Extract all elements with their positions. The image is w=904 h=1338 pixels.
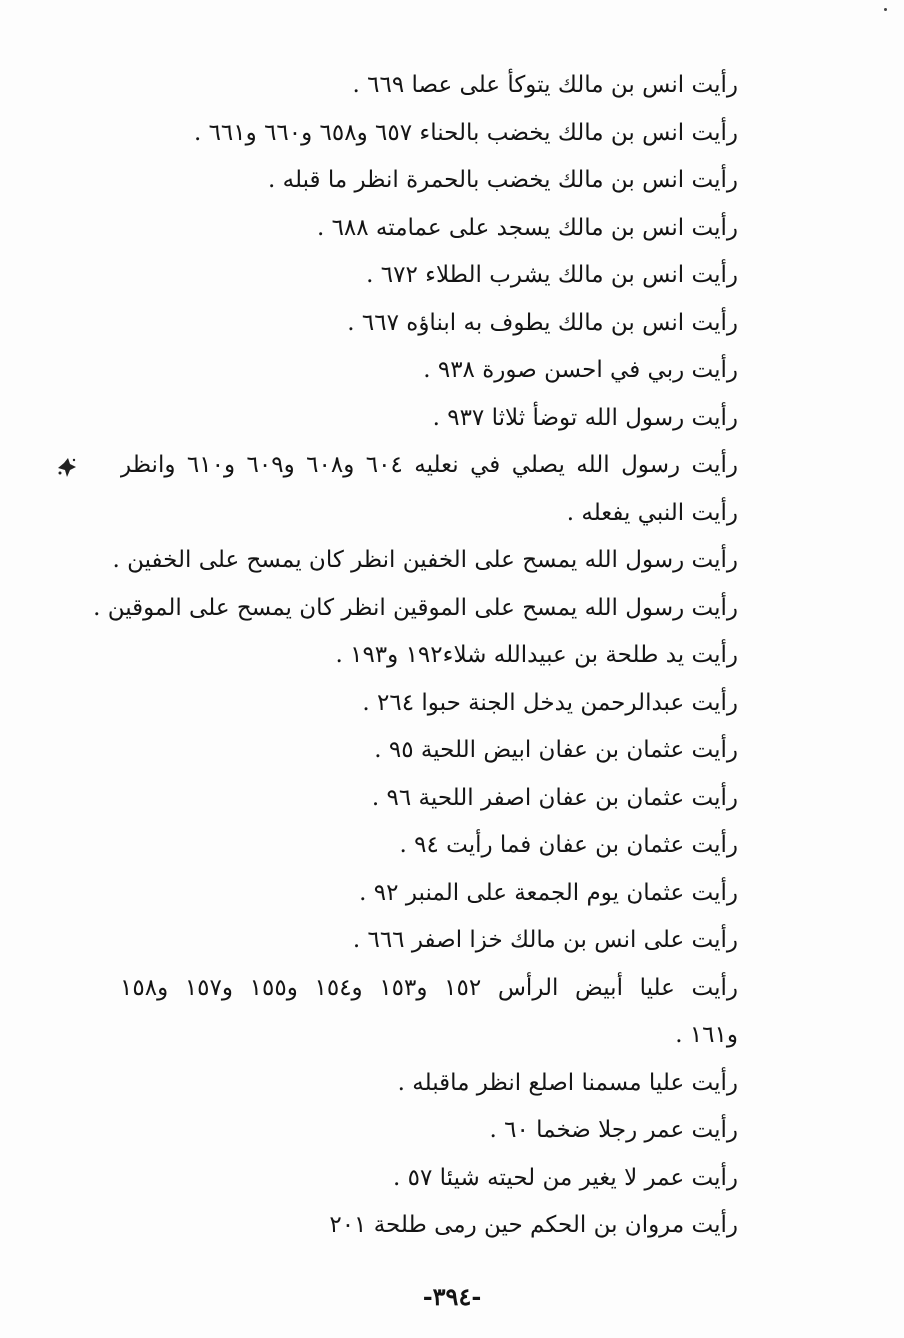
- entry-line: رأيت عبدالرحمن يدخل الجنة حبوا ٢٦٤ .: [362, 689, 738, 716]
- entry-line: رأيت يد طلحة بن عبيدالله شلاء١٩٢ و١٩٣ .: [335, 642, 738, 668]
- entry-line: و١٦١ .: [675, 1022, 738, 1048]
- entry-line: رأيت انس بن مالك يخضب بالحناء ٦٥٧ و٦٥٨ و٦٦٠ و٦٦١ .: [193, 119, 738, 146]
- entry-line: رأيت رسول الله يمسح على الخفين انظر كان يمسح على الخفين .: [112, 547, 738, 573]
- entry-line: رأيت النبي يفعله .: [566, 499, 738, 526]
- scan-speck: [884, 8, 887, 11]
- entry-line: رأيت انس بن مالك يسجد على عمامته ٦٨٨ .: [316, 214, 738, 241]
- entry-line: رأيت عمر لا يغير من لحيته شيئا ٥٧ .: [392, 1164, 738, 1191]
- entry-line: رأيت عثمان بن عفان ابيض اللحية ٩٥ .: [374, 737, 738, 763]
- entry-line: رأيت رسول الله توضأ ثلاثا ٩٣٧ .: [432, 404, 738, 431]
- entry-line: رأيت رسول الله يصلي في نعليه ٦٠٤ و٦٠٨ و٦٠٩ و٦١٠ وانظر: [120, 452, 738, 478]
- entry-line: رأيت انس بن مالك يتوكأ على عصا ٦٦٩ .: [352, 72, 738, 98]
- entry-line: رأيت رسول الله يمسح على الموقين انظر كان يمسح على الموقين .: [93, 594, 738, 621]
- entry-line: رأيت عمر رجلا ضخما ٦٠ .: [489, 1117, 738, 1143]
- entry-line: رأيت انس بن مالك يطوف به ابناؤه ٦٦٧ .: [347, 309, 738, 336]
- entry-line: رأيت عثمان بن عفان اصفر اللحية ٩٦ .: [371, 784, 738, 811]
- entry-line: رأيت ربي في احسن صورة ٩٣٨ .: [423, 357, 738, 383]
- entry-line: رأيت انس بن مالك يخضب بالحمرة انظر ما قبله .: [268, 167, 738, 193]
- entry-line: رأيت عليا مسمنا اصلع انظر ماقبله .: [397, 1069, 738, 1096]
- entry-line: رأيت عثمان يوم الجمعة على المنبر ٩٢ .: [359, 879, 738, 906]
- entry-line: رأيت عثمان بن عفان فما رأيت ٩٤ .: [399, 832, 738, 858]
- entry-line: رأيت على انس بن مالك خزا اصفر ٦٦٦ .: [352, 927, 738, 953]
- index-entries: [93, 62, 738, 1250]
- entry-line: رأيت مروان بن الحكم حين رمى طلحة ٢٠١: [329, 1212, 738, 1238]
- page-number: -٣٩٤-: [422, 1282, 482, 1311]
- entry-line: رأيت انس بن مالك يشرب الطلاء ٦٧٢ .: [366, 262, 738, 288]
- entry-line: رأيت عليا أبيض الرأس ١٥٢ و١٥٣ و١٥٤ و١٥٥ و١٥٧ و١٥٨: [120, 974, 738, 1001]
- margin-ornament-icon: [54, 455, 80, 481]
